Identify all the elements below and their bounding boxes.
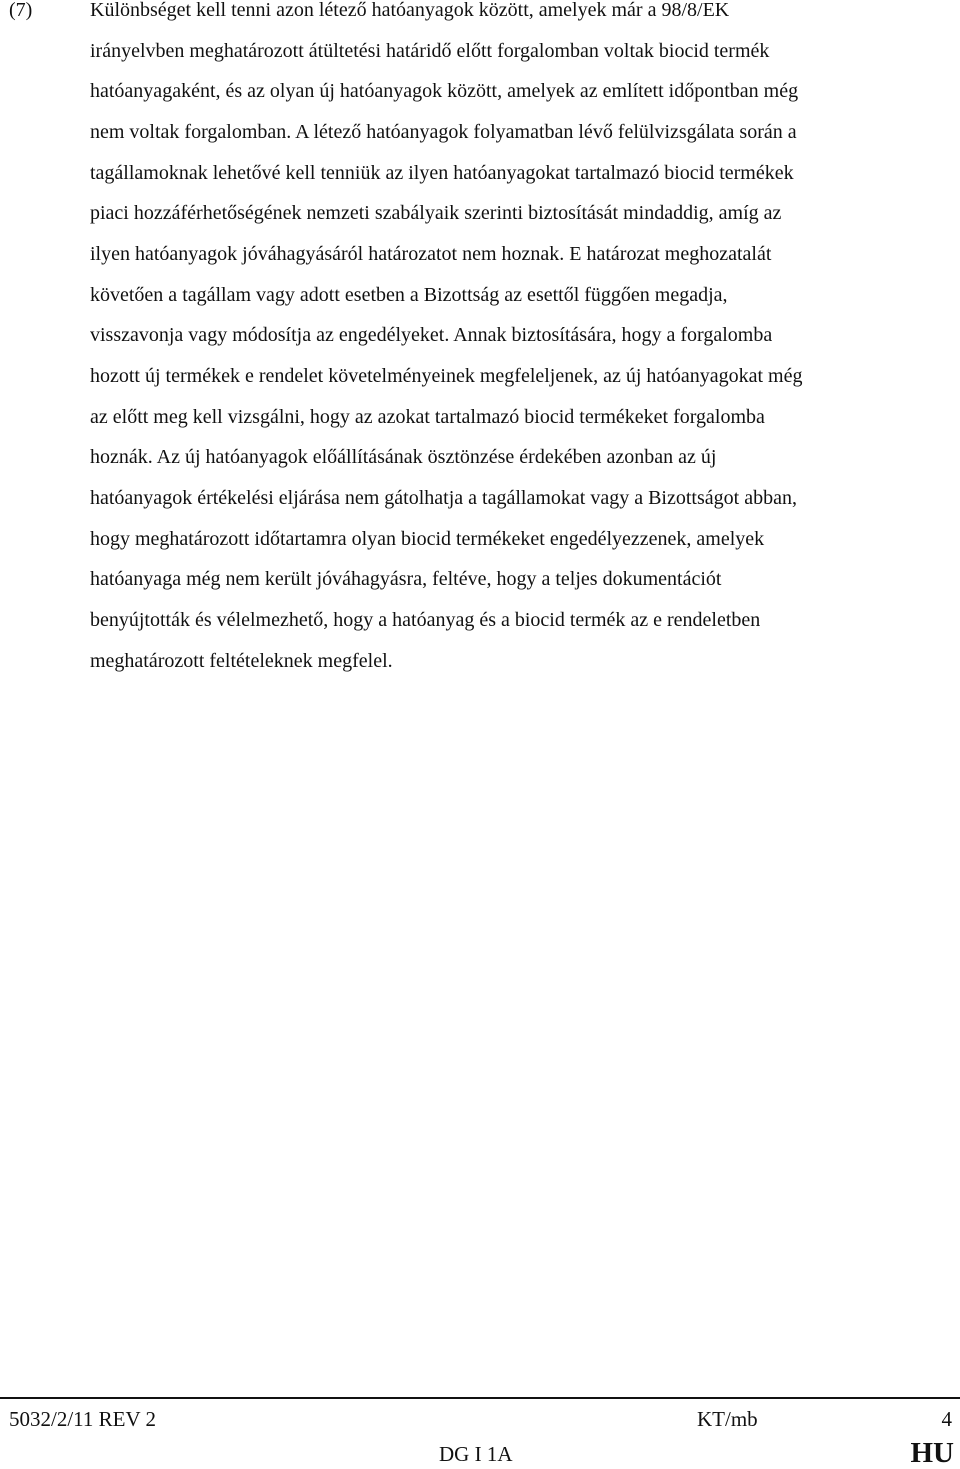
text-line: Különbséget kell tenni azon létező hatóanyagok között, amelyek már a 98/8/EK [90, 0, 730, 21]
text-line: hogy meghatározott időtartamra olyan biocid termékeket engedélyezzenek, amelyek [90, 528, 765, 550]
department-code: DG I 1A [439, 1442, 513, 1466]
text-line: követően a tagállam vagy adott esetben a Bizottság az esettől függően megadja, [90, 284, 728, 306]
footer-rule [0, 1397, 960, 1399]
text-line: hatóanyaga még nem került jóváhagyásra, feltéve, hogy a teljes dokumentációt [90, 568, 722, 590]
text-line: nem voltak forgalomban. A létező hatóanyagok folyamatban lévő felülvizsgálata során a [90, 121, 797, 143]
text-line: visszavonja vagy módosítja az engedélyeket. Annak biztosítására, hogy a forgalomba [90, 324, 773, 346]
text-line: meghatározott feltételeknek megfelel. [90, 650, 393, 672]
author-initials: KT/mb [697, 1407, 758, 1431]
text-line: hozott új termékek e rendelet követelményeinek megfeleljenek, az új hatóanyagokat még [90, 365, 803, 387]
paragraph-number: (7) [9, 0, 33, 21]
text-line: irányelvben meghatározott átültetési határidő előtt forgalomban voltak biocid termék [90, 40, 770, 62]
document-reference: 5032/2/11 REV 2 [9, 1407, 157, 1431]
text-line: ilyen hatóanyagok jóváhagyásáról határozatot nem hoznak. E határozat meghozatalát [90, 243, 772, 265]
text-line: hatóanyagok értékelési eljárása nem gátolhatja a tagállamokat vagy a Bizottságot abban, [90, 487, 797, 509]
text-line: benyújtották és vélelmezhető, hogy a hatóanyag és a biocid termék az e rendeletben [90, 609, 761, 631]
page-number: 4 [941, 1407, 952, 1431]
language-code: HU [910, 1437, 954, 1469]
text-line: hatóanyagaként, és az olyan új hatóanyagok között, amelyek az említett időpontban még [90, 80, 799, 102]
text-line: tagállamoknak lehetővé kell tenniük az ilyen hatóanyagokat tartalmazó biocid termékek [90, 162, 794, 184]
text-line: hoznák. Az új hatóanyagok előállításának ösztönzése érdekében azonban az új [90, 446, 717, 468]
text-line: piaci hozzáférhetőségének nemzeti szabályaik szerinti biztosítását mindaddig, amíg az [90, 202, 782, 224]
text-line: az előtt meg kell vizsgálni, hogy az azokat tartalmazó biocid termékeket forgalomba [90, 406, 765, 428]
